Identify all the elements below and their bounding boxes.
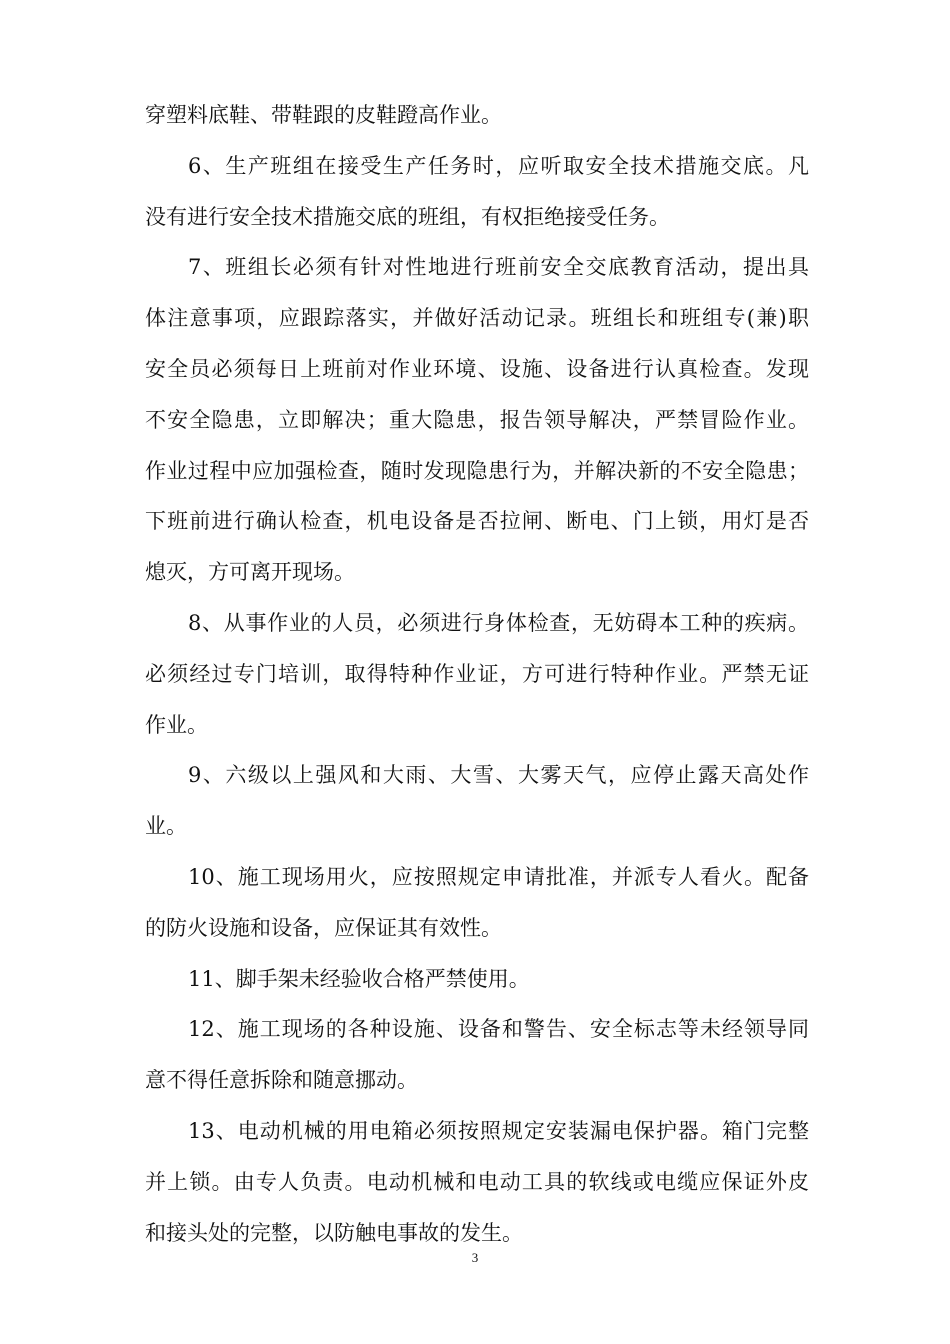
text-line: 6、生产班组在接受生产任务时，应听取安全技术措施交底。凡	[188, 153, 809, 178]
text-line: 并上锁。由专人负责。电动机械和电动工具的软线或电缆应保证外皮	[145, 1169, 809, 1194]
text-line: 的防火设施和设备，应保证其有效性。	[145, 915, 502, 940]
text-line: 意不得任意拆除和随意挪动。	[145, 1068, 418, 1093]
text-line: 10、施工现场用火，应按照规定申请批准，并派专人看火。配备	[188, 864, 809, 889]
page-number: 3	[471, 1250, 479, 1265]
text-line: 没有进行安全技术措施交底的班组，有权拒绝接受任务。	[145, 204, 670, 229]
text-line: 和接头处的完整，以防触电事故的发生。	[145, 1220, 523, 1245]
text-line: 作业。	[145, 712, 208, 737]
text-line: 安全员必须每日上班前对作业环境、设施、设备进行认真检查。发现	[145, 356, 809, 381]
text-line: 13、电动机械的用电箱必须按照规定安装漏电保护器。箱门完整	[188, 1118, 809, 1143]
text-line: 熄灭，方可离开现场。	[145, 560, 355, 585]
text-line: 11、脚手架未经验收合格严禁使用。	[188, 966, 530, 991]
text-line: 必须经过专门培训，取得特种作业证，方可进行特种作业。严禁无证	[145, 661, 809, 686]
text-line: 8、从事作业的人员，必须进行身体检查，无妨碍本工种的疾病。	[188, 610, 809, 635]
text-line: 穿塑料底鞋、带鞋跟的皮鞋蹬高作业。	[145, 103, 502, 127]
text-line: 9、六级以上强风和大雨、大雪、大雾天气，应停止露天高处作	[188, 763, 809, 788]
document-body	[145, 90, 809, 1258]
text-line: 体注意事项，应跟踪落实，并做好活动记录。班组长和班组专(兼)职	[145, 306, 809, 331]
text-line: 业。	[145, 814, 187, 839]
text-line: 作业过程中应加强检查，随时发现隐患行为，并解决新的不安全隐患；	[145, 458, 809, 483]
text-line: 12、施工现场的各种设施、设备和警告、安全标志等未经领导同	[188, 1017, 809, 1042]
text-line: 7、班组长必须有针对性地进行班前安全交底教育活动，提出具	[188, 255, 809, 280]
text-line: 不安全隐患，立即解决；重大隐患，报告领导解决，严禁冒险作业。	[145, 407, 809, 432]
text-line: 下班前进行确认检查，机电设备是否拉闸、断电、门上锁，用灯是否	[145, 509, 809, 534]
